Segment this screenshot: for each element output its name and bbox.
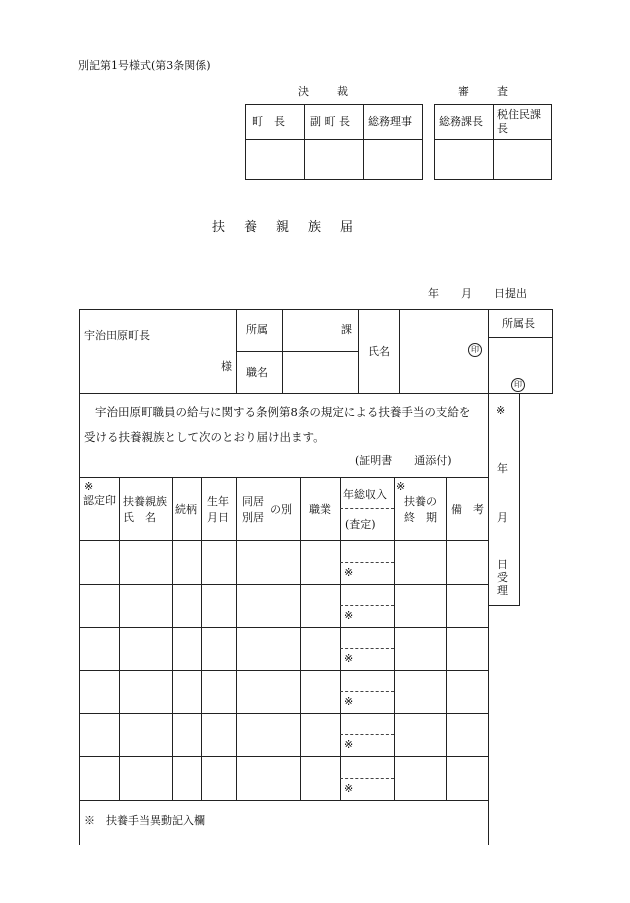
col-biko: 備 考 [451, 503, 484, 516]
row-satei-mark: ※ [344, 782, 354, 795]
col-shokugyo: 職業 [309, 503, 331, 516]
ka-label: 課 [341, 323, 352, 336]
row-satei-mark: ※ [344, 738, 354, 751]
approver-somu-kacho: 総務課長 [439, 115, 483, 128]
addressee-sama: 様 [221, 360, 232, 373]
receipt-tsuki: 月 [497, 511, 508, 524]
approver-somu-riji: 総務理事 [368, 115, 412, 128]
shinsa-label: 審 査 [458, 85, 510, 98]
approver-zeijumin-kacho: 税住民課長 [497, 108, 541, 135]
col-doukyo-suffix: の別 [270, 503, 292, 516]
applicant-seal-icon: 印 [468, 343, 482, 357]
submit-date: 年 月 日提出 [428, 287, 527, 300]
addressee-name: 宇治田原町長 [84, 329, 150, 342]
row-satei-mark: ※ [344, 566, 354, 579]
receipt-uketsuke: 日受理 [497, 558, 508, 597]
receipt-mark: ※ [496, 404, 506, 417]
col-satei: (査定) [345, 518, 376, 531]
col-birth-top: 生年 [207, 495, 229, 508]
col-nintei-mark: ※ [84, 480, 94, 493]
shozoku-label: 所属 [246, 323, 268, 336]
col-end-top: 扶養の [404, 495, 437, 508]
col-income: 年総収入 [343, 488, 387, 501]
page-title: 扶 養 親 族 届 [212, 220, 357, 235]
approver-cho: 町 長 [252, 115, 285, 128]
row-satei-mark: ※ [344, 695, 354, 708]
shokumei-label: 職名 [246, 366, 268, 379]
col-end-bottom: 終 期 [404, 511, 437, 524]
col-nintei: 認定印 [83, 494, 116, 507]
col-doukyo-bottom: 別居 [242, 511, 264, 524]
receipt-nen: 年 [497, 462, 508, 475]
shimei-label: 氏名 [368, 345, 390, 358]
kessai-label: 決 裁 [298, 85, 350, 98]
dept-head-seal-icon: 印 [511, 378, 525, 392]
row-satei-mark: ※ [344, 609, 354, 622]
col-birth-bottom: 月日 [207, 511, 229, 524]
form-number: 別記第1号様式(第3条関係) [78, 59, 211, 72]
statement-line-1: 宇治田原町職員の給与に関する条例第8条の規定による扶養手当の支給を [95, 405, 471, 419]
change-record-field: ※ 扶養手当異動記入欄 [84, 814, 205, 827]
col-doukyo-top: 同居 [242, 495, 264, 508]
col-name-top: 扶養親族 [123, 495, 167, 508]
row-satei-mark: ※ [344, 652, 354, 665]
statement-line-2: 受ける扶養親族として次のとおり届け出ます。 [84, 430, 325, 444]
col-end-mark: ※ [396, 480, 406, 493]
col-zokugara: 続柄 [175, 503, 197, 516]
approver-fukucho: 副 町 長 [310, 115, 350, 128]
dept-head-label: 所属長 [502, 317, 535, 330]
col-name-bottom: 氏 名 [123, 511, 156, 524]
certificate-count: (証明書 通添付) [355, 454, 452, 467]
